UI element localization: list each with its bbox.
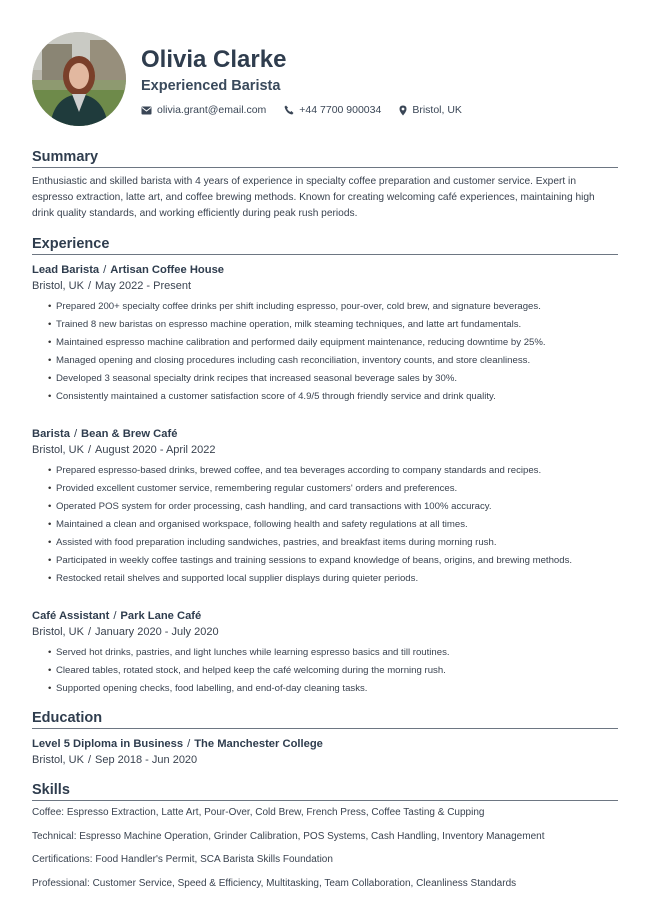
skills-heading: Skills [32, 781, 618, 801]
skill-line: Coffee: Espresso Extraction, Latte Art, Pour-Over, Cold Brew, French Press, Coffee Tasting & Cupping [32, 807, 485, 818]
job-entry [32, 608, 618, 698]
experience-heading: Experience [32, 235, 618, 255]
school: The Manchester College [194, 738, 323, 750]
job-company: Park Lane Café [120, 610, 202, 622]
bullet-item: • Maintained a clean and organised workspace, following health and safety regulations at all times. [56, 516, 618, 534]
bullet-item: • Cleared tables, rotated stock, and helped keep the café welcoming during the morning rush. [56, 662, 618, 680]
bullet-item: • Prepared 200+ specialty coffee drinks per shift including espresso, pour-over, cold brew, and signature beverages. [56, 298, 618, 316]
location-text: Bristol, UK [412, 104, 462, 116]
job-dates: May 2022 - Present [95, 280, 192, 292]
email-contact[interactable] [141, 104, 266, 116]
job-heading: Lead Barista / Artisan Coffee House [32, 264, 225, 276]
job-heading: Barista / Bean & Brew Café [32, 428, 178, 440]
education-meta: Bristol, UK / Sep 2018 - Jun 2020 [32, 754, 198, 766]
bullet-item: • Managed opening and closing procedures including cash reconciliation, inventory counts, and store cleanliness. [56, 352, 618, 370]
bullet-item: • Provided excellent customer service, remembering regular customers' orders and preferences. [56, 480, 618, 498]
job-role: Café Assistant [32, 610, 110, 622]
job-meta: Bristol, UK / May 2022 - Present [32, 280, 192, 292]
summary-text: Enthusiastic and skilled barista with 4 years of experience in specialty coffee preparation and customer service. Expert in espresso extraction, latte art, and coffee brewing methods. Known for creating welcoming café experiences, maintaining high drink quality standards, and working efficiently during peak rush periods. [32, 176, 595, 219]
job-role: Barista [32, 428, 70, 440]
bullet-item: • Maintained espresso machine calibration and performed daily equipment maintenance, reducing downtime by 25%. [56, 334, 618, 352]
job-bullets [32, 644, 618, 698]
education-heading-line: Level 5 Diploma in Business / The Manchester College [32, 738, 323, 750]
job-dates: August 2020 - April 2022 [95, 444, 216, 456]
bullet-item: • Supported opening checks, food labelling, and end-of-day cleaning tasks. [56, 680, 618, 698]
degree: Level 5 Diploma in Business [32, 738, 184, 750]
education-section [32, 709, 618, 768]
bullet-item: • Consistently maintained a customer satisfaction score of 4.9/5 through friendly service and drink quality. [56, 388, 618, 406]
job-location: Bristol, UK [32, 444, 84, 456]
phone-icon [284, 105, 294, 115]
job-bullets [32, 462, 618, 588]
avatar [32, 32, 126, 126]
bullet-item: • Prepared espresso-based drinks, brewed coffee, and tea beverages according to company standards and recipes. [56, 462, 618, 480]
job-company: Artisan Coffee House [110, 264, 225, 276]
summary-section [32, 148, 618, 221]
job-entry [32, 262, 618, 406]
job-company: Bean & Brew Café [81, 428, 178, 440]
skill-line: Technical: Espresso Machine Operation, Grinder Calibration, POS Systems, Cash Handling, Inventory Management [32, 830, 545, 842]
contact-row [141, 104, 480, 116]
bullet-item: • Operated POS system for order processing, cash handling, and card transactions with 100% accuracy. [56, 498, 618, 516]
summary-heading: Summary [32, 148, 618, 168]
candidate-name: Olivia Clarke [141, 46, 287, 73]
bullet-item: • Developed 3 seasonal specialty drink recipes that increased seasonal beverage sales by 30%. [56, 370, 618, 388]
location-pin-icon [399, 105, 407, 116]
job-heading: Café Assistant / Park Lane Café [32, 610, 202, 622]
email-text: olivia.grant@email.com [157, 104, 267, 116]
experience-section [32, 235, 618, 698]
job-entry [32, 426, 618, 588]
bullet-item: • Served hot drinks, pastries, and light lunches while learning espresso basics and till routines. [56, 644, 618, 662]
bullet-item: • Trained 8 new baristas on espresso machine operation, milk steaming techniques, and latte art fundamentals. [56, 316, 618, 334]
bullet-item: • Restocked retail shelves and supported local supplier displays during quieter periods. [56, 570, 618, 588]
job-location: Bristol, UK [32, 280, 84, 292]
education-location: Bristol, UK [32, 754, 84, 766]
job-meta: Bristol, UK / January 2020 - July 2020 [32, 626, 219, 638]
education-heading: Education [32, 709, 618, 729]
skills-section [32, 781, 618, 895]
job-meta: Bristol, UK / August 2020 - April 2022 [32, 444, 216, 456]
skill-line: Certifications: Food Handler's Permit, SCA Barista Skills Foundation [32, 854, 333, 866]
phone-text: +44 7700 900034 [299, 104, 382, 116]
bullet-item: • Assisted with food preparation including sandwiches, pastries, and breakfast items during morning rush. [56, 534, 618, 552]
bullet-item: • Participated in weekly coffee tastings and training sessions to expand knowledge of beans, origins, and brewing methods. [56, 552, 618, 570]
job-title: Experienced Barista [141, 78, 281, 94]
skill-line: Professional: Customer Service, Speed & Efficiency, Multitasking, Team Collaboration, Cleanliness Standards [32, 877, 517, 889]
education-dates: Sep 2018 - Jun 2020 [95, 754, 198, 766]
job-bullets [32, 298, 618, 406]
job-dates: January 2020 - July 2020 [95, 626, 219, 638]
job-role: Lead Barista [32, 264, 100, 276]
email-icon [141, 106, 152, 115]
phone-contact[interactable] [284, 104, 381, 116]
job-location: Bristol, UK [32, 626, 84, 638]
education-entry [32, 736, 618, 768]
location-contact [399, 104, 462, 116]
